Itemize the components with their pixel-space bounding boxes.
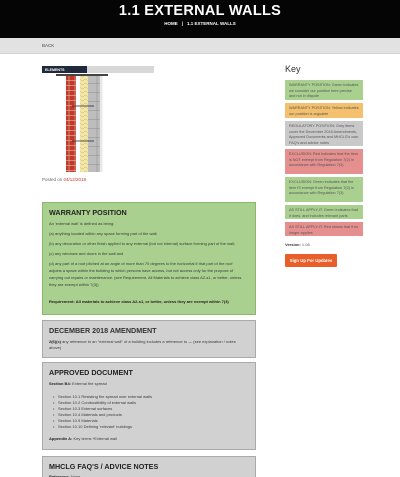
warranty-intro: An 'external wall' is defined as being:	[49, 221, 115, 226]
approved-list-item[interactable]: • Section 10.10 Defining 'relevant' buildings	[58, 424, 132, 429]
mhclg-title: MHCLG FAQ'S / ADVICE NOTES	[49, 462, 159, 471]
sign-up-for-updates-button[interactable]: Sign Up For Updates	[285, 254, 337, 267]
warranty-position-box	[42, 202, 256, 315]
key-item: EXCLUSION: Red indicates that the item is NOT exempt from Regulation 7(2) in accordance with Regulation 7(3)	[285, 149, 363, 174]
key-item: WARRANTY POSITION: Green indicates we consider our position here precise and not in dispute	[285, 80, 363, 100]
december-amendment-box	[42, 320, 256, 358]
warranty-item: (d) any part of a roof pitched at an angle of more than 70 degrees to the horizontal if that part of the roof	[49, 261, 233, 266]
approved-appendix: Appendix A: Key terms *External wall	[49, 436, 117, 441]
warranty-item: (a) anything located within any space forming part of the wall;	[49, 231, 158, 236]
breadcrumb-home[interactable]: HOME	[164, 21, 178, 26]
wall-section-diagram	[42, 66, 154, 172]
approved-list-item[interactable]: • Section 10.3 External surfaces	[58, 406, 112, 411]
figure-label: ELEMENTS	[42, 66, 87, 73]
sub-navigation-bar	[0, 38, 400, 54]
approved-list-item[interactable]: • Section 10.4 Materials and products	[58, 412, 122, 417]
cavity	[76, 76, 80, 172]
warranty-item: (b) any decoration or other finish applied to any external (but not internal) surface forming part of the wall;	[49, 241, 236, 246]
insulation-layer	[80, 76, 88, 172]
brick-outer-leaf	[66, 76, 76, 172]
approved-list-item[interactable]: • Section 10.1 Resisting fire spread over external walls	[58, 394, 152, 399]
breadcrumb-separator: |	[181, 21, 184, 26]
blockwork-inner-leaf	[88, 76, 100, 172]
key-item: AS STILL APPLY-IT: Red shows that it no longer applies	[285, 222, 363, 236]
warranty-item: adjoins a space within the building to which persons have access, but not access only for the purpose of	[49, 268, 234, 273]
key-item: EXCLUSION: Green indicates that the item IS exempt from Regulation 7(2) in accordance with Regulation 7(3)	[285, 177, 363, 202]
approved-list-item[interactable]: • Section 10.2 Combustibility of external walls	[58, 400, 136, 405]
amendment-text: 2(6)(c) any reference to an "external wall" of a building includes a reference to — (see explanation / notes	[49, 339, 236, 344]
posted-on-label: Posted on	[42, 177, 63, 182]
page-header	[0, 0, 400, 38]
key-title: Key	[285, 64, 301, 74]
breadcrumb	[0, 21, 400, 26]
approved-list-item[interactable]: • Section 10.9 Materials	[58, 418, 98, 423]
plaster-finish	[100, 76, 103, 172]
posted-on	[42, 177, 86, 182]
dpc-strip	[56, 74, 108, 76]
back-link[interactable]: BACK	[42, 43, 55, 48]
version-info: Version: 1.08	[285, 242, 310, 247]
posted-date-link[interactable]: 04/12/2018	[63, 177, 87, 182]
mhclg-reference: Reference: None	[49, 474, 81, 477]
key-item: WARRANTY POSITION: Yellow indicates our position is arguable	[285, 103, 363, 118]
approved-section: Section B4: External fire spread	[49, 381, 107, 386]
amendment-title: DECEMBER 2018 AMENDMENT	[49, 326, 157, 335]
breadcrumb-current: 1.1 EXTERNAL WALLS	[187, 21, 236, 26]
approved-document-title: APPROVED DOCUMENT	[49, 368, 133, 377]
key-item: AS STILL APPLY-IT: Green indicates that it does, and includes relevant parts	[285, 205, 363, 219]
warranty-item: carrying out repairs or maintenance. (see Requirement. All Materials to achieve class A2-s1, or better, unless	[49, 275, 242, 280]
warranty-requirement: Requirement: All materials to achieve class A2-s1, or better, unless they are exempt within 7(3)	[49, 299, 229, 304]
page-title: 1.1 EXTERNAL WALLS	[118, 3, 282, 19]
wall-section-illustration	[42, 66, 154, 172]
warranty-item: (c) any windows and doors in the wall and	[49, 251, 124, 256]
key-item: REGULATORY POSITION: Grey items cover the December 2018 Amendments, Approved Documents and MHCLG's own FAQ's and advice notes	[285, 121, 363, 146]
warranty-title: WARRANTY POSITION	[49, 208, 127, 217]
warranty-item: they are exempt within 7(3))	[49, 282, 99, 287]
mhclg-faqs-box	[42, 456, 256, 477]
amendment-text-continued: above)	[49, 345, 62, 350]
approved-document-box	[42, 362, 256, 450]
